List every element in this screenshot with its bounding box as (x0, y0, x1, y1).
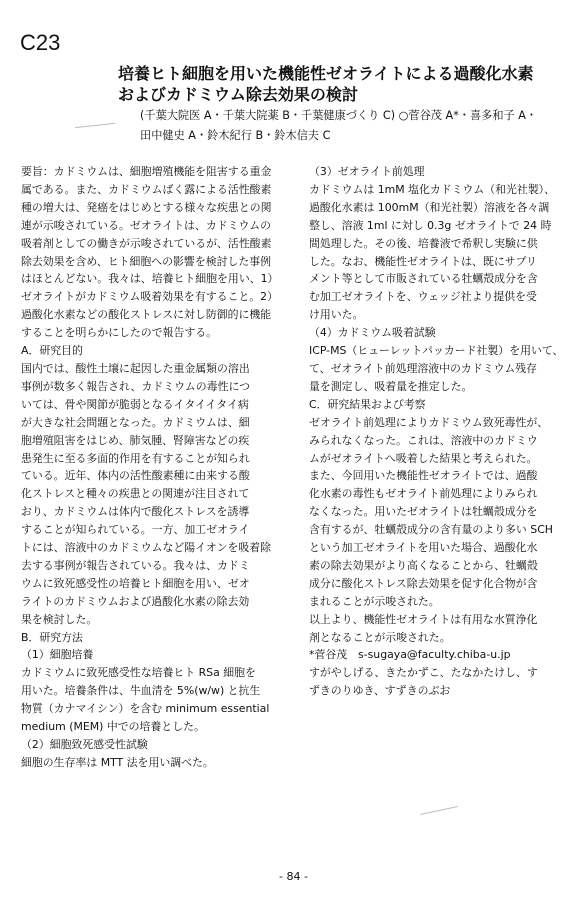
text-line: 胞増殖阻害をはじめ、肺気腫、腎障害などの疾 (21, 433, 250, 447)
text-line: ゼオライトがカドミウム吸着効果を有すること。2） (21, 290, 278, 304)
text-line: 除去効果を含め、ヒト細胞への影響を検討した事例 (21, 254, 272, 268)
text-line: 種の増大は、発癌をはじめとする様々な疾患との関 (21, 200, 272, 214)
text-line: 量を測定し、吸着量を推定した。 (309, 379, 473, 393)
text-line: ずきのりゆき、すずきのぶお (309, 684, 451, 698)
text-line: ライトのカドミウムおよび過酸化水素の除去効 (21, 594, 250, 608)
text-line: ICP-MS（ヒューレットパッカード社製）を用いて、 (309, 344, 564, 358)
text-line: 患発生に至る多面的作用を有することが知られ (21, 451, 250, 465)
text-line: 含有するが、牡蠣殻成分の含有量のより多い SCH (309, 523, 553, 537)
text-line: カドミウムは 1mM 塩化カドミウム（和光社製）、 (309, 182, 556, 196)
text-line: カドミウムに致死感受性な培養ヒト RSa 細胞を (21, 666, 256, 680)
text-line: トには、溶液中のカドミウムなど陽イオンを吸着除 (21, 541, 272, 555)
left-column (21, 163, 297, 772)
text-line: という加工ゼオライトを用いた場合、過酸化水 (309, 541, 538, 555)
right-column (309, 163, 585, 700)
text-line: て、ゼオライト前処理溶液中のカドミウム残存 (309, 361, 538, 375)
text-line: 過酸化水素などの酸化ストレスに対し防御的に機能 (21, 308, 272, 322)
text-line: なくなった。用いたゼオライトは牡蠣殻成分を (309, 505, 538, 519)
title-line: およびカドミウム除去効果の検討 (118, 85, 358, 104)
text-line: 連が示唆されている。ゼオライトは、カドミウムの (21, 218, 272, 232)
author-list (140, 106, 580, 146)
section-heading: A．研究目的 (21, 344, 83, 358)
text-line: 物質（カナマイシン）を含む minimum essential (21, 702, 270, 716)
paper-title (118, 63, 578, 105)
text-line: 以上より、機能性ゼオライトは有用な水質浄化 (309, 612, 538, 626)
text-line: 間処理した。その後、培養液で希釈し実験に供 (309, 236, 538, 250)
text-line: した。なお、機能性ゼオライトは、既にサプリ (309, 254, 537, 268)
abstract-code: C23 (20, 30, 61, 55)
text-line: 国内では、酸性土壌に起因した重金属類の溶出 (21, 361, 250, 375)
text-line: 剤となることが示唆された。 (309, 630, 451, 644)
author-line: 田中健史 A・鈴木紀行 B・鈴木信夫 C (140, 129, 331, 142)
text-line: 素の除去効果がより高くなることから、牡蠣殻 (309, 558, 538, 572)
text-line: まれることが示唆された。 (309, 594, 440, 608)
text-line: することが知られている。一方、加工ゼオライ (21, 523, 250, 537)
text-line: 事例が数多く報告され、カドミウムの毒性につ (21, 379, 251, 393)
text-line: いては、骨や関節が脆弱となるイタイイタイ病 (21, 397, 249, 411)
section-heading: C．研究結果および考察 (309, 397, 426, 411)
text-line: みられなくなった。これは、溶液中のカドミウ (309, 433, 538, 447)
author-line: (千葉大院医 A・千葉大院薬 B・千葉健康づくり C) ○菅谷茂 A*・喜多和子 A・ (140, 109, 538, 122)
text-line: medium (MEM) 中での培養とした。 (21, 720, 205, 734)
text-line: ている。近年、体内の活性酸素種に由来する酸 (21, 469, 250, 483)
text-line: メント等として市販されている牡蠣殻成分を含 (309, 272, 538, 286)
text-line: 用いた。培養条件は、牛血清を 5%(w/w) と抗生 (21, 684, 261, 698)
text-line: また、今回用いた機能性ゼオライトでは、過酸 (309, 469, 538, 483)
text-line: 属である。また、カドミウムばく露による活性酸素 (21, 182, 272, 196)
section-heading: （2）細胞致死感受性試験 (21, 738, 148, 751)
text-line: む加工ゼオライトを、ウェッジ社より提供を受 (309, 290, 537, 304)
section-heading: （1）細胞培養 (21, 648, 94, 662)
text-line: 整し、溶液 1ml に対し 0.3g ゼオライトで 24 時 (309, 218, 552, 232)
text-line: 果を検討した。 (21, 612, 98, 626)
section-heading: （3）ゼオライト前処理 (309, 165, 425, 178)
text-line: 過酸化水素は 100mM（和光社製）溶液を各々調 (309, 200, 550, 214)
title-line: 培養ヒト細胞を用いた機能性ゼオライトによる過酸化水素 (118, 64, 534, 83)
scan-mark (420, 806, 457, 815)
text-line: け用いた。 (309, 308, 364, 322)
text-line: 化水素の毒性もゼオライト前処理によりみられ (309, 487, 538, 501)
scan-mark (75, 123, 115, 128)
text-line: ムがゼオライトへ吸着した結果と考えられた。 (309, 451, 538, 465)
text-line: はほとんどない。我々は、培養ヒト細胞を用い、1） (21, 272, 279, 286)
text-line: 化ストレスと種々の疾患との関連が注目されて (21, 487, 250, 501)
section-heading: （4）カドミウム吸着試験 (309, 326, 436, 340)
text-line: おり、カドミウムは体内で酸化ストレスを誘導 (21, 505, 250, 519)
text-line: すがやしげる、きたかずこ、たなかたけし、す (309, 666, 538, 680)
text-line: 要旨：カドミウムは、細胞増殖機能を阻害する重金 (21, 165, 272, 178)
text-line: 成分に酸化ストレス除去効果を促す化合物が含 (309, 576, 538, 590)
text-line: 細胞の生存率は MTT 法を用い調べた。 (21, 755, 214, 769)
text-line: することを明らかにしたので報告する。 (21, 326, 218, 340)
section-heading: B．研究方法 (21, 630, 83, 644)
text-line: ゼオライト前処理によりカドミウム致死毒性が、 (309, 415, 549, 429)
text-line: *菅谷茂 s-sugaya@faculty.chiba-u.jp (309, 648, 511, 662)
page-number: - 84 - (279, 870, 308, 883)
text-line: ウムに致死感受性の培養ヒト細胞を用い、ゼオ (21, 576, 250, 590)
text-line: 去する事例が報告されている。我々は、カドミ (21, 558, 250, 572)
text-line: が大きな社会問題となった。カドミウムは、細 (21, 415, 250, 429)
text-line: 吸着剤としての働きが示唆されているが、活性酸素 (21, 236, 272, 250)
